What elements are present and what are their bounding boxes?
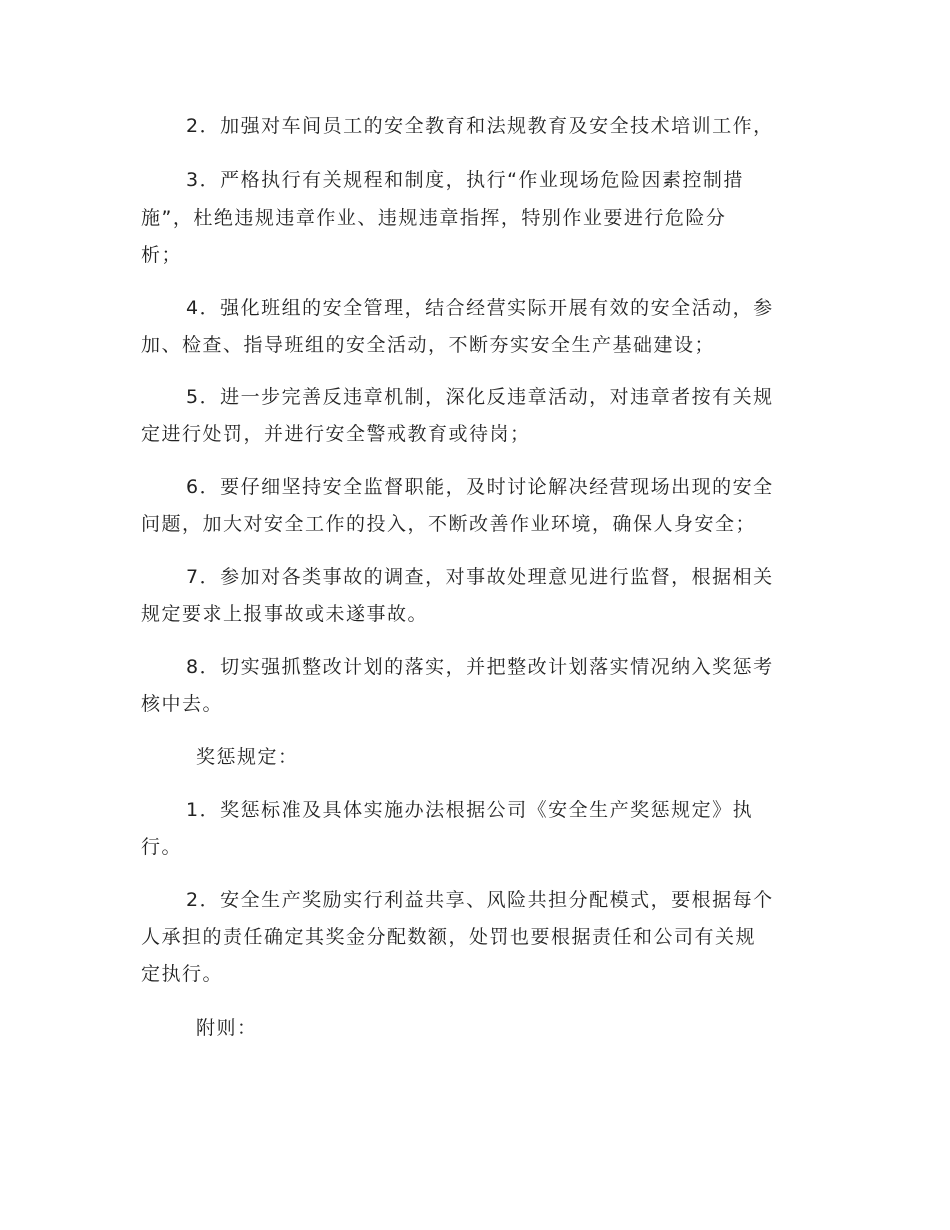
rewards-paragraph-1-line-2: 行。 — [141, 836, 183, 858]
rewards-paragraph-2-line-1: 2．安全生产奖励实行利益共享、风险共担分配模式，要根据每个 — [186, 889, 774, 911]
section-heading-appendix: 附则： — [196, 1017, 258, 1039]
rewards-paragraph-1-line-1: 1．奖惩标准及具体实施办法根据公司《安全生产奖惩规定》执 — [186, 799, 754, 821]
paragraph-5-line-2: 问题，加大对安全工作的投入，不断改善作业环境，确保人身安全； — [141, 513, 757, 535]
rewards-paragraph-2-line-3: 定执行。 — [141, 963, 224, 985]
paragraph-4-line-1: 5．进一步完善反违章机制，深化反违章活动，对违章者按有关规 — [186, 386, 774, 408]
paragraph-2-line-1: 3．严格执行有关规程和制度，执行“作业现场危险因素控制措 — [186, 169, 744, 191]
paragraph-2-line-3: 析； — [141, 244, 183, 266]
paragraph-3-line-2: 加、检查、指导班组的安全活动，不断夯实安全生产基础建设； — [141, 334, 716, 356]
paragraph-7-line-2: 核中去。 — [141, 693, 224, 715]
paragraph-1-line-1: 2．加强对车间员工的安全教育和法规教育及安全技术培训工作， — [186, 115, 774, 137]
paragraph-6-line-2: 规定要求上报事故或未遂事故。 — [141, 603, 429, 625]
paragraph-7-line-1: 8．切实强抓整改计划的落实，并把整改计划落实情况纳入奖惩考 — [186, 656, 774, 678]
paragraph-5-line-1: 6．要仔细坚持安全监督职能，及时讨论解决经营现场出现的安全 — [186, 476, 774, 498]
rewards-paragraph-2-line-2: 人承担的责任确定其奖金分配数额，处罚也要根据责任和公司有关规 — [141, 926, 757, 948]
paragraph-6-line-1: 7．参加对各类事故的调查，对事故处理意见进行监督，根据相关 — [186, 566, 774, 588]
paragraph-3-line-1: 4．强化班组的安全管理，结合经营实际开展有效的安全活动，参 — [186, 297, 774, 319]
paragraph-2-line-2: 施”，杜绝违规违章作业、违规违章指挥，特别作业要进行危险分 — [141, 207, 727, 229]
paragraph-4-line-2: 定进行处罚，并进行安全警戒教育或待岗； — [141, 423, 531, 445]
section-heading-rewards: 奖惩规定： — [196, 746, 299, 768]
